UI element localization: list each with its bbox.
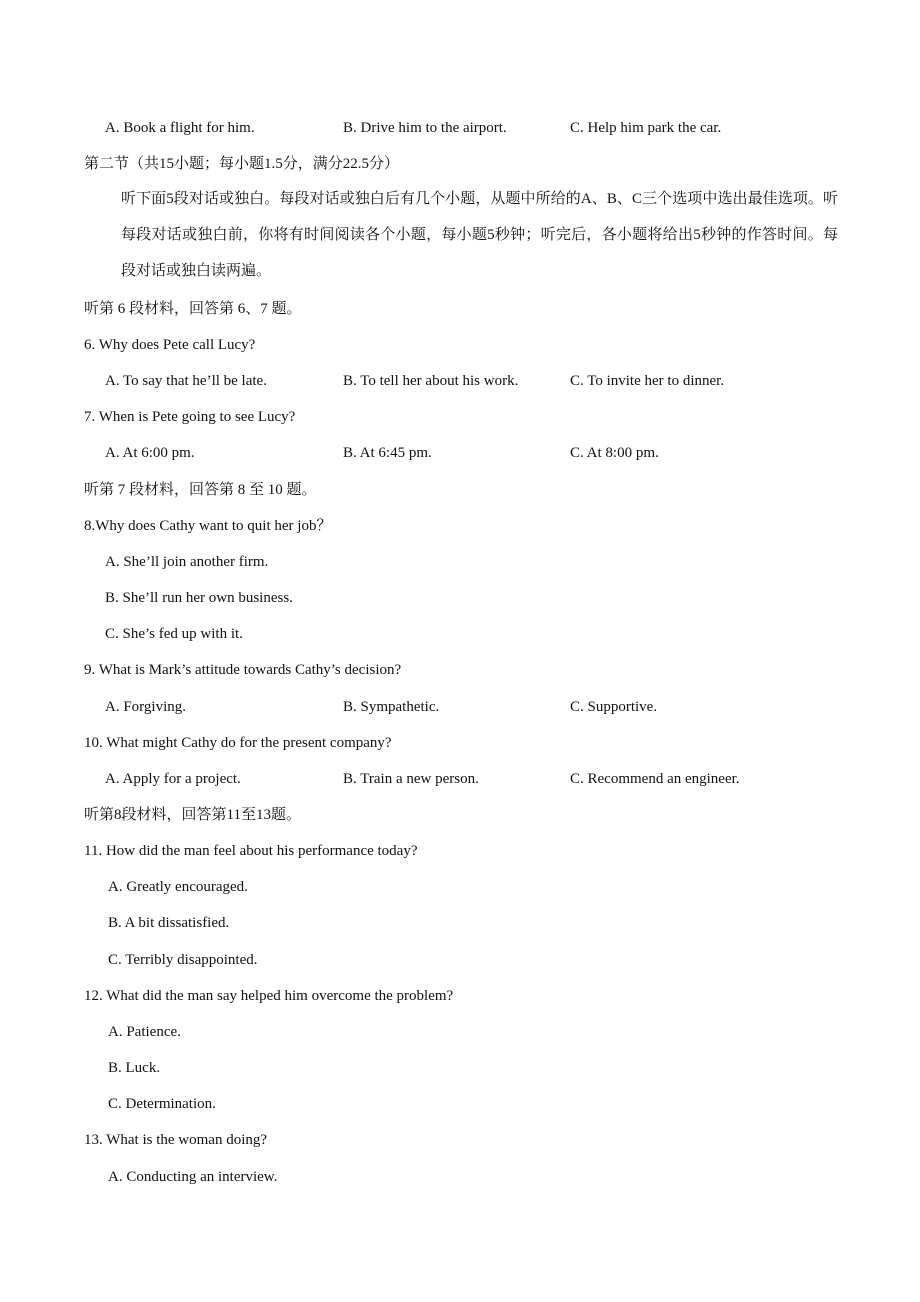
option-c: C. Help him park the car. bbox=[570, 120, 722, 136]
option-b: B. Sympathetic. bbox=[343, 699, 440, 715]
question-11-option-b: B. A bit dissatisfied. bbox=[108, 915, 230, 931]
question-13: 13. What is the woman doing? bbox=[84, 1132, 268, 1148]
question-12-option-c: C. Determination. bbox=[108, 1096, 216, 1112]
option-a: A. Apply for a project. bbox=[105, 771, 241, 787]
option-c: C. To invite her to dinner. bbox=[570, 373, 725, 389]
question-8: 8.Why does Cathy want to quit her job？ bbox=[84, 518, 332, 534]
section-heading: 第二节（共15小题；每小题1.5分，满分22.5分） bbox=[84, 156, 400, 172]
option-b: B. At 6:45 pm. bbox=[343, 445, 432, 461]
question-12: 12. What did the man say helped him overcome the problem? bbox=[84, 988, 454, 1004]
question-13-option-a: A. Conducting an interview. bbox=[108, 1169, 278, 1185]
question-7: 7. When is Pete going to see Lucy? bbox=[84, 409, 296, 425]
question-12-option-a: A. Patience. bbox=[108, 1024, 181, 1040]
option-c: C. Supportive. bbox=[570, 699, 658, 715]
instructions-text: 听下面5段对话或独白。每段对话或独白后有几个小题，从题中所给的A、B、C三个选项中选出最佳选项。听每段对话或独白前，你将有时间阅读各个小题，每小题5秒钟；听完后，各小题将给出5秒钟的作答时间。每段对话或独白读两遍。 bbox=[121, 191, 838, 279]
question-6: 6. Why does Pete call Lucy? bbox=[84, 337, 256, 353]
option-b: B. To tell her about his work. bbox=[343, 373, 519, 389]
question-10: 10. What might Cathy do for the present company? bbox=[84, 735, 392, 751]
option-c: C. At 8:00 pm. bbox=[570, 445, 659, 461]
question-8-option-a: A. She’ll join another firm. bbox=[105, 554, 269, 570]
option-a: A. Book a flight for him. bbox=[105, 120, 255, 136]
question-11-option-a: A. Greatly encouraged. bbox=[108, 879, 248, 895]
material-7-heading: 听第 7 段材料，回答第 8 至 10 题。 bbox=[84, 482, 317, 498]
material-6-heading: 听第 6 段材料，回答第 6、7 题。 bbox=[84, 301, 302, 317]
question-12-option-b: B. Luck. bbox=[108, 1060, 161, 1076]
question-8-option-b: B. She’ll run her own business. bbox=[105, 590, 293, 606]
option-a: A. Forgiving. bbox=[105, 699, 186, 715]
option-a: A. To say that he’ll be late. bbox=[105, 373, 267, 389]
option-c: C. Recommend an engineer. bbox=[570, 771, 740, 787]
section-instructions bbox=[84, 181, 838, 289]
question-8-option-c: C. She’s fed up with it. bbox=[105, 626, 243, 642]
option-b: B. Train a new person. bbox=[343, 771, 479, 787]
question-11-option-c: C. Terribly disappointed. bbox=[108, 952, 258, 968]
question-11: 11. How did the man feel about his performance today? bbox=[84, 843, 418, 859]
question-9: 9. What is Mark’s attitude towards Cathy’s decision? bbox=[84, 662, 402, 678]
material-8-heading: 听第8段材料，回答第11至13题。 bbox=[84, 807, 301, 823]
option-b: B. Drive him to the airport. bbox=[343, 120, 507, 136]
option-a: A. At 6:00 pm. bbox=[105, 445, 195, 461]
